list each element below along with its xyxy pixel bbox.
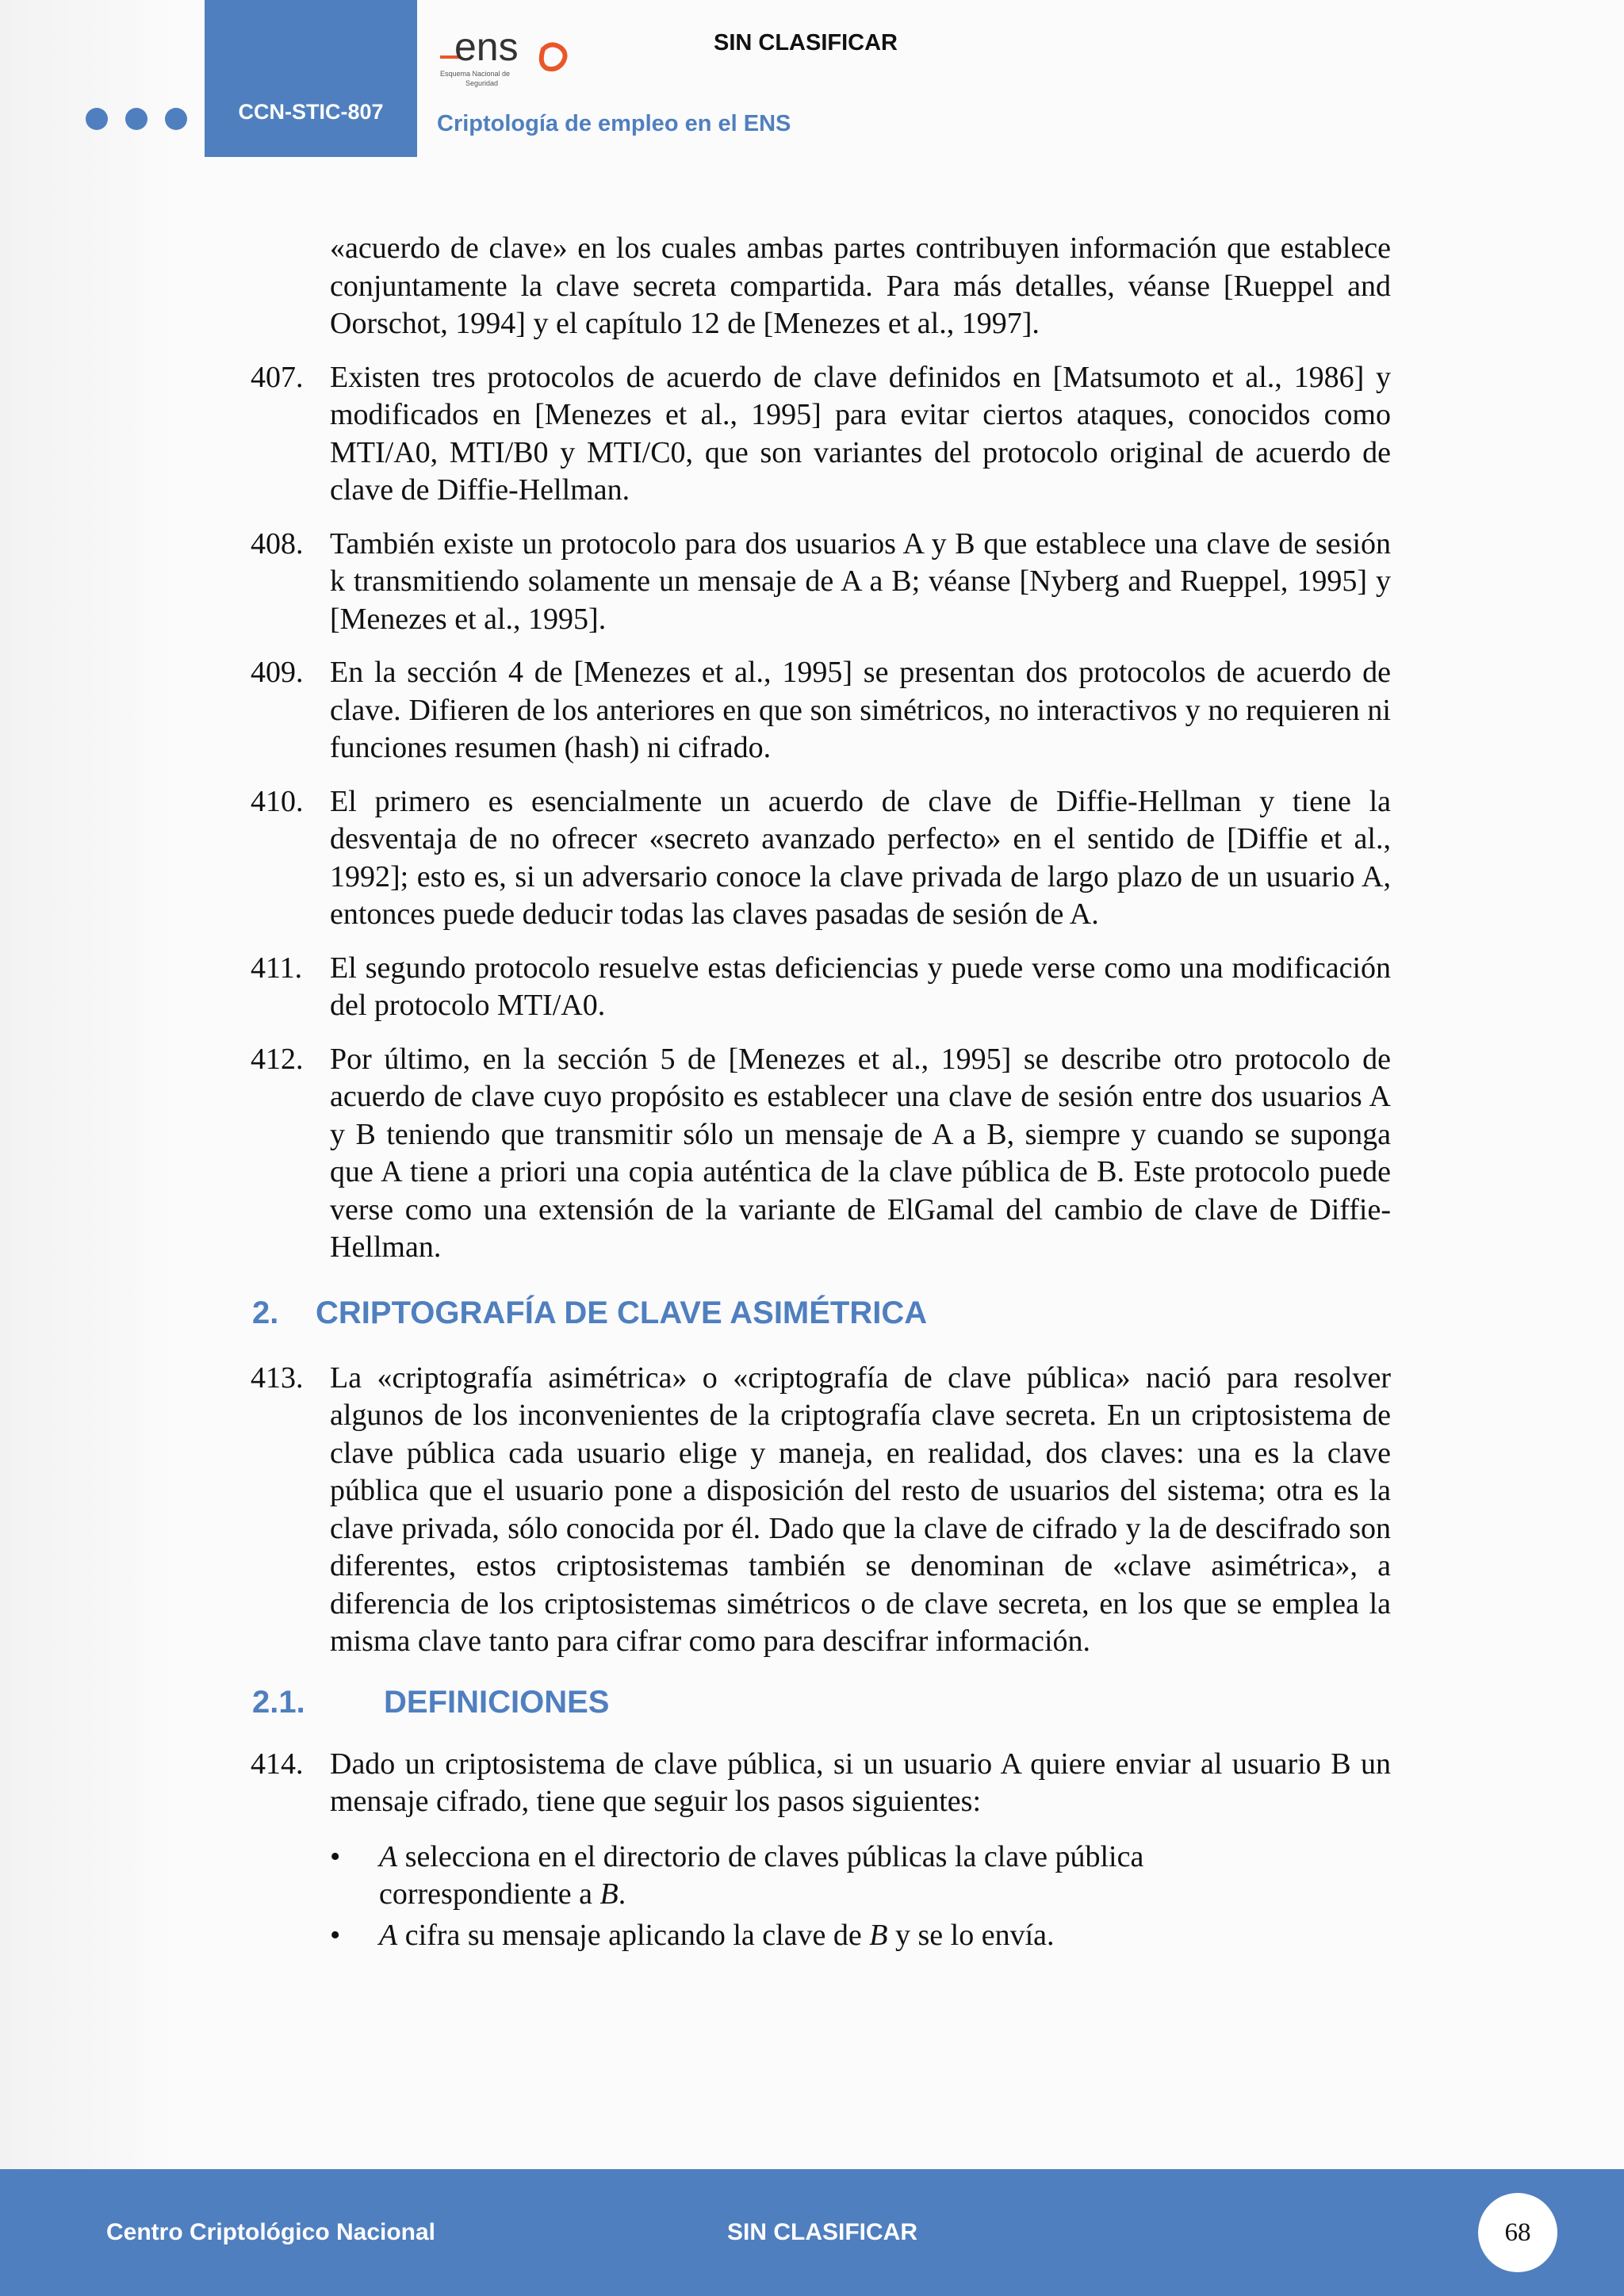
header-dot — [165, 108, 187, 130]
paragraph-text: Existen tres protocolos de acuerdo de clave definidos en [Matsumoto et al., 1986] y modificados en [Menezes et al., 1995] para evitar ciertos ataques, conocidos como MTI/A0, MTI/B0 y MTI/C0, que son variantes del protocolo original de acuerdo de clave de Diffie-Hellman. — [330, 360, 1391, 507]
paragraph-412 — [251, 1041, 1391, 1267]
header-dot — [86, 108, 108, 130]
list-text: cifra su mensaje aplicando la clave de — [397, 1918, 870, 1952]
italic-var: B — [869, 1918, 888, 1952]
section-title: CRIPTOGRAFÍA DE CLAVE ASIMÉTRICA — [316, 1295, 928, 1330]
paragraph-410 — [251, 783, 1391, 934]
list-text: selecciona en el directorio de claves públicas la clave pública correspondiente a — [379, 1839, 1144, 1911]
ens-logo-subtext-1: Esquema Nacional de — [440, 70, 511, 78]
section-number: 2. — [252, 1295, 279, 1330]
bullet-icon: • — [330, 1918, 341, 1952]
paragraph-text: La «criptografía asimétrica» o «criptografía de clave pública» nació para resolver algunos de los inconvenientes de la criptografía clave secreta. En un criptosistema de clave pública cada usuario elige y maneja, en realidad, dos claves: una es la clave pública que el usuario pone a disposición del resto de usuarios del sistema; otra es la clave privada, sólo conocida por él. Dado que la clave de cifrado y la de descifrado son diferentes, estos criptosistemas también se denominan de «clave asimétrica», a diferencia de los criptosistemas simétricos o de clave secreta, en los que se emplea la misma clave tanto para cifrar como para descifrar información. — [330, 1360, 1391, 1658]
paragraph-text: El segundo protocolo resuelve estas deficiencias y puede verse como una modificación del protocolo MTI/A0. — [330, 951, 1391, 1022]
header-doc-title: Criptología de empleo en el ENS — [437, 111, 791, 136]
doc-code-box — [205, 0, 417, 157]
ens-logo-subtext-2: Seguridad — [465, 79, 499, 87]
bullet-icon: • — [330, 1839, 341, 1873]
footer-org: Centro Criptológico Nacional — [106, 2219, 436, 2245]
paragraph-number: 409. — [251, 656, 304, 689]
section-heading — [252, 1295, 1391, 1331]
list-item — [330, 1839, 1391, 1914]
paragraph-text: Por último, en la sección 5 de [Menezes et al., 1995] se describe otro protocolo de acuerdo de clave cuyo propósito es establecer una clave de sesión entre dos usuarios A y B teniendo que transmitir sólo un mensaje de A a B, siempre y cuando se suponga que A tiene a priori una copia auténtica de la clave pública de B. Este protocolo puede verse como una extensión de la variante de ElGamal del cambio de clave de Diffie-Hellman. — [330, 1042, 1391, 1264]
page-number: 68 — [1478, 2193, 1557, 2272]
header-dots — [86, 108, 187, 130]
paragraph-number: 407. — [251, 360, 304, 394]
paragraph-number: 413. — [251, 1360, 304, 1395]
steps-list — [251, 1839, 1391, 1955]
doc-code: CCN-STIC-807 — [238, 100, 384, 124]
paragraph-number: 411. — [251, 951, 303, 985]
ens-logo-text: ens — [454, 29, 519, 69]
header-classification: SIN CLASIFICAR — [714, 30, 898, 55]
header-dot — [125, 108, 147, 130]
list-item — [330, 1917, 1391, 1955]
paragraph-408 — [251, 526, 1391, 639]
paragraph-414 — [251, 1746, 1391, 1821]
subsection-heading — [252, 1685, 1391, 1720]
paragraph-text: Dado un criptosistema de clave pública, si un usuario A quiere enviar al usuario B un mensaje cifrado, tiene que seguir los pasos siguientes: — [330, 1747, 1391, 1818]
paragraph-text: También existe un protocolo para dos usuarios A y B que establece una clave de sesión k transmitiendo solamente un mensaje de A a B; véanse [Nyberg and Rueppel, 1995] y [Menezes et al., 1995]. — [330, 526, 1391, 636]
paragraph-text: En la sección 4 de [Menezes et al., 1995] se presentan dos protocolos de acuerdo de clave. Difieren de los anteriores en que son simétricos, no interactivos y no requieren ni funciones resumen (hash) ni cifrado. — [330, 656, 1391, 764]
ens-logo — [439, 29, 581, 94]
paragraph-407 — [251, 359, 1391, 510]
continuation-paragraph: «acuerdo de clave» en los cuales ambas partes contribuyen información que establece conjuntamente la clave secreta compartida. Para más detalles, véanse [Rueppel and Oorschot, 1994] y el capítulo 12 de [Menezes et al., 1997]. — [330, 232, 1391, 340]
paragraph-number: 410. — [251, 784, 304, 818]
paragraph-number: 414. — [251, 1747, 304, 1781]
left-margin-shade — [0, 0, 182, 2169]
paragraph-number: 408. — [251, 526, 304, 561]
paragraph-413 — [251, 1360, 1391, 1661]
subsection-number: 2.1. — [252, 1684, 305, 1720]
italic-var: B — [599, 1877, 619, 1911]
footer-classification: SIN CLASIFICAR — [727, 2219, 917, 2245]
list-text: . — [618, 1877, 626, 1911]
list-text: y se lo envía. — [887, 1918, 1055, 1952]
paragraph-409 — [251, 654, 1391, 767]
document-body — [251, 230, 1391, 1957]
italic-var: A — [379, 1839, 398, 1873]
paragraph-411 — [251, 950, 1391, 1025]
footer — [0, 2169, 1624, 2296]
paragraph-number: 412. — [251, 1042, 304, 1076]
subsection-title: DEFINICIONES — [384, 1684, 610, 1720]
ens-logo-swirl — [542, 44, 565, 69]
italic-var: A — [379, 1918, 398, 1952]
list-item-text — [379, 1839, 1251, 1914]
list-item-text — [379, 1917, 1251, 1955]
paragraph-text: El primero es esencialmente un acuerdo de clave de Diffie-Hellman y tiene la desventaja de no ofrecer «secreto avanzado perfecto» en el sentido de [Diffie et al., 1992]; esto es, si un adversario conoce la clave privada de largo plazo de un usuario A, entonces puede deducir todas las claves pasadas de sesión de A. — [330, 784, 1391, 931]
